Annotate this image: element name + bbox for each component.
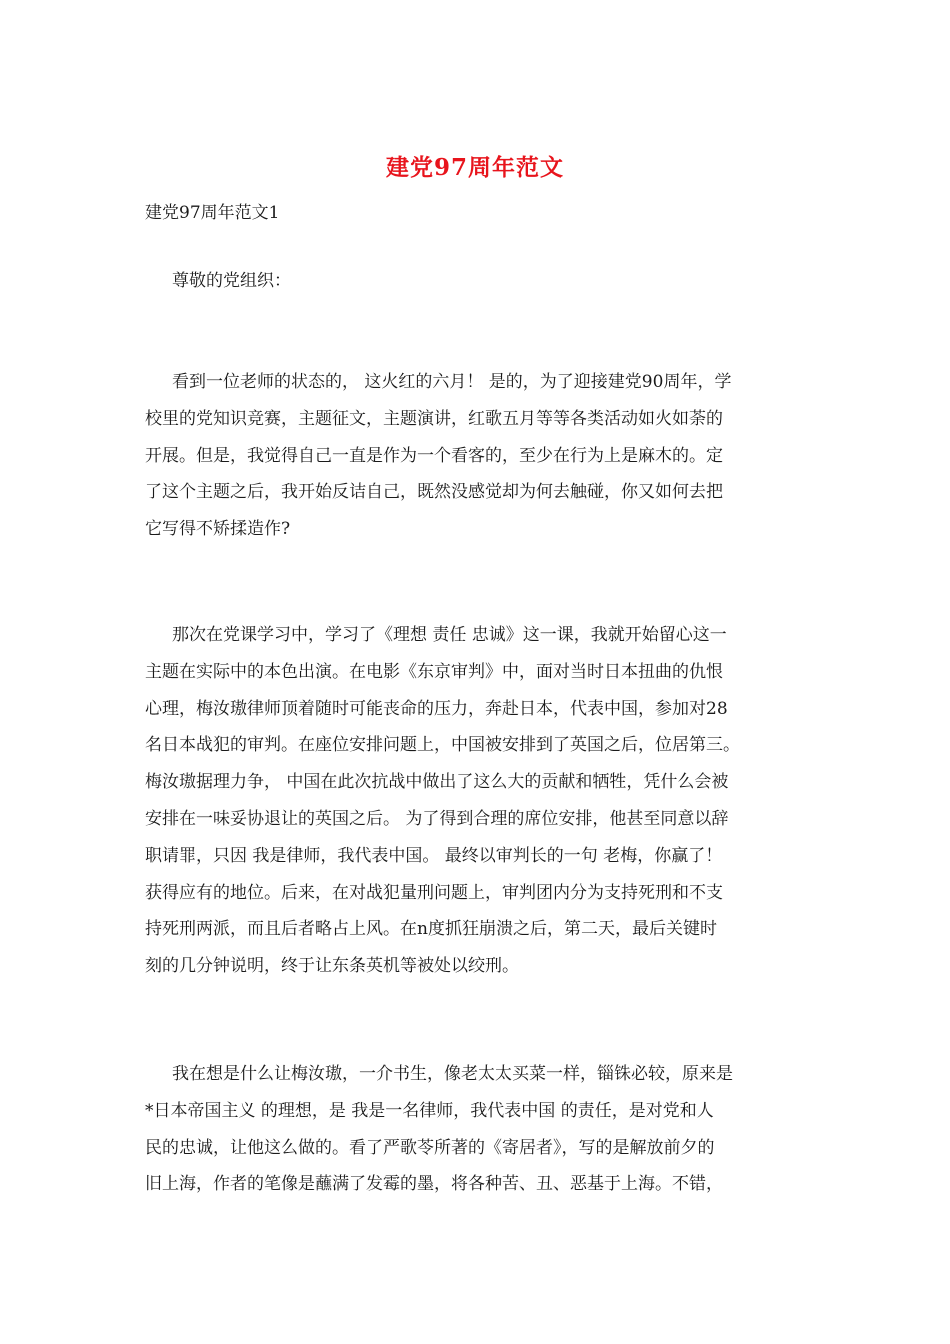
paragraph-line: 它写得不矫揉造作? xyxy=(145,519,291,540)
paragraph-line: 安排在一味妥协退让的英国之后。 为了得到合理的席位安排，他甚至同意以辞 xyxy=(145,808,729,829)
paragraph-3 xyxy=(145,1056,810,1203)
paragraph-line: 名日本战犯的审判。在座位安排问题上，中国被安排到了英国之后，位居第三。 xyxy=(145,735,740,756)
paragraph-line: *日本帝国主义 的理想，是 我是一名律师，我代表中国 的责任，是对党和人 xyxy=(145,1100,714,1121)
paragraph-line: 获得应有的地位。后来，在对战犯量刑问题上，审判团内分为支持死刑和不支 xyxy=(145,882,723,903)
paragraph-line: 主题在实际中的本色出演。在电影《东京审判》中，面对当时日本扭曲的仇恨 xyxy=(145,661,723,682)
paragraph-line: 看到一位老师的状态的， 这火红的六月！ 是的，为了迎接建党90周年，学 xyxy=(172,372,732,392)
paragraph-line: 开展。但是，我觉得自己一直是作为一个看客的，至少在行为上是麻木的。定 xyxy=(145,445,723,466)
paragraph-line: 那次在党课学习中，学习了《理想 责任 忠诚》这一课，我就开始留心这一 xyxy=(172,625,727,645)
paragraph-line: 持死刑两派，而且后者略占上风。在n度抓狂崩溃之后，第二天，最后关键时 xyxy=(145,919,717,940)
paragraph-2 xyxy=(145,617,810,985)
document-subtitle: 建党97周年范文1 xyxy=(145,203,280,223)
paragraph-line: 心理，梅汝璈律师顶着随时可能丧命的压力，奔赴日本，代表中国，参加对28 xyxy=(145,698,728,719)
paragraph-line: 刻的几分钟说明，终于让东条英机等被处以绞刑。 xyxy=(145,956,519,977)
paragraph-line: 职请罪，只因 我是律师，我代表中国。 最终以审判长的一句 老梅，你赢了！ xyxy=(145,845,723,866)
salutation: 尊敬的党组织： xyxy=(172,271,291,291)
paragraph-line: 校里的党知识竞赛，主题征文，主题演讲，红歌五月等等各类活动如火如荼的 xyxy=(145,408,723,429)
paragraph-line: 我在想是什么让梅汝璈，一介书生，像老太太买菜一样，锱铢必较，原来是 xyxy=(172,1064,733,1084)
paragraph-1 xyxy=(145,364,810,548)
paragraph-line: 梅汝璈据理力争， 中国在此次抗战中做出了这么大的贡献和牺牲，凭什么会被 xyxy=(145,772,729,793)
paragraph-line: 旧上海，作者的笔像是蘸满了发霉的墨，将各种苦、丑、恶基于上海。不错， xyxy=(145,1174,723,1195)
document-title: 建党97周年范文 xyxy=(385,154,564,181)
paragraph-line: 了这个主题之后，我开始反诘自己，既然没感觉却为何去触碰，你又如何去把 xyxy=(145,482,723,503)
paragraph-line: 民的忠诚，让他这么做的。看了严歌苓所著的《寄居者》，写的是解放前夕的 xyxy=(145,1137,715,1158)
